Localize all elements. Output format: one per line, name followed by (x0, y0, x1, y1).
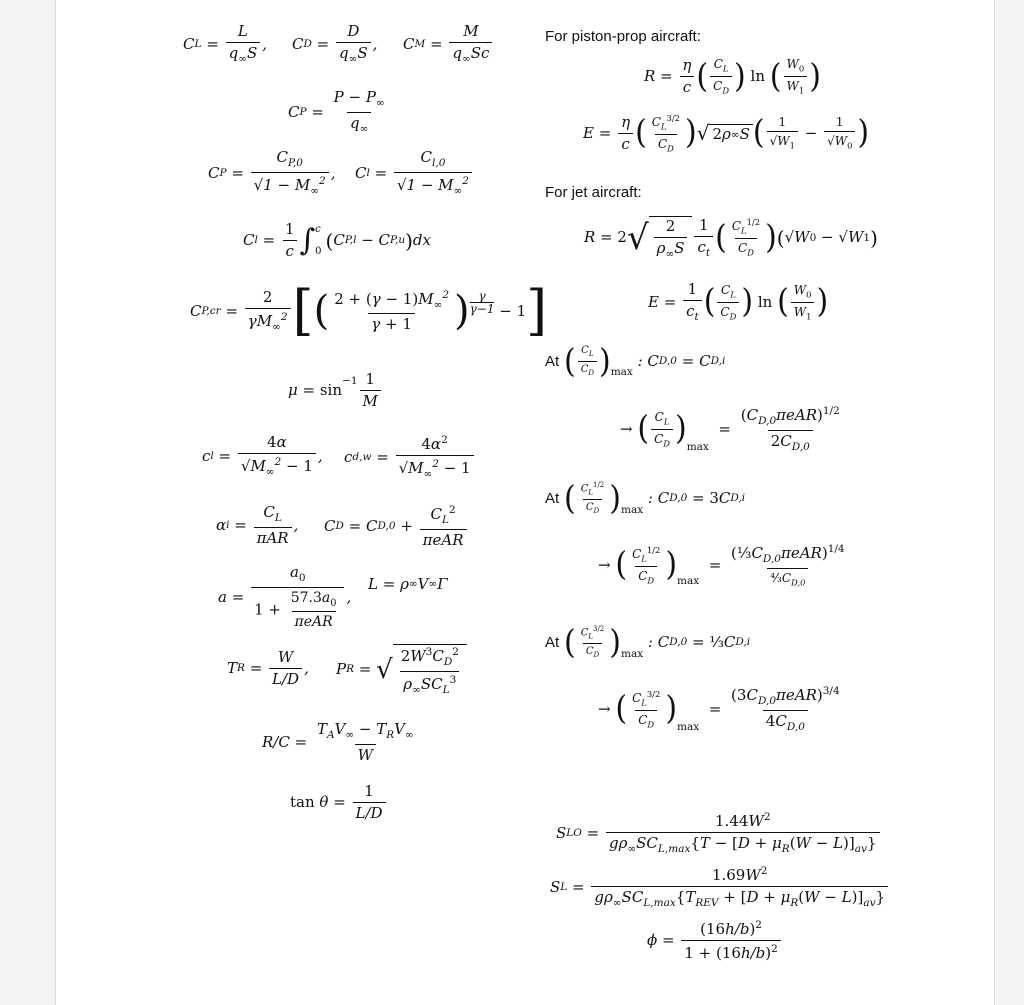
eq-max-cl32-cd-condition: At ( $\frac{C_L^{3/2}}{C_D}$ ) $_{max}$ : C D,0 = ⅓ C D,i (545, 622, 751, 662)
eq-landing-distance: S L = $\frac{1.69W^2}{g\rho_\infty SC_{L,max}\{T_{REV} + [D + \mu_R(W - L)]_{av}\}}$ (550, 866, 890, 909)
eq-glide-angle: tan θ = $\frac{1}{L/D}$ (290, 784, 388, 821)
eq-mach-angle: μ = sin $^{-1}$ $\frac{1}{M}$ (288, 372, 383, 409)
eq-endurance-prop: E = $\frac{\eta}{c}$ ( $\frac{C_L^{3/2}}{C_D}$ ) √ 2 ρ ∞ S ( $\frac{1}{√W_1}$ − $\frac{1}{√W_0}$ ) (583, 112, 870, 154)
eq-max-cl12-cd-value: → ( $\frac{C_L^{1/2}}{C_D}$ ) $_{max}$ = $\frac{(\frac{1}{3}C_{D,0}\pi eAR)^{1/4}}{^4⁄_3C_{D,0}}$ (598, 543, 845, 587)
eq-critical-pressure-coefficient: C P,cr = $\frac{2}{\gamma M_\infty^2}$ [ ( $\frac{2 + (\gamma - 1)M_\infty^2}{\gamma + 1}$ ) γ γ−1 − 1 ] (190, 279, 548, 342)
eq-rate-of-climb: R/C = $\frac{T_AV_\infty - T_RV_\infty}{W}$ (262, 720, 414, 764)
eq-breguet-range-prop: R = $\frac{\eta}{c}$ ( $\frac{C_L}{C_D}$ ) ln ( $\frac{W_0}{W_1}$ ) (644, 56, 821, 96)
eq-max-cl12-cd-condition: At ( $\frac{C_L^{1/2}}{C_D}$ ) $_{max}$ : C D,0 = 3 C D,i (545, 478, 746, 518)
eq-drag-coefficient: C D = $\frac{D}{q_\infty S}$ , (292, 22, 378, 65)
eq-kutta-joukowski: L = ρ ∞ V ∞ Γ (368, 575, 448, 593)
heading-jet: For jet aircraft: (545, 184, 642, 201)
eq-drag-polar: C D = C D,0 + $\frac{C_L^2}{\text{πeAR}}$ (324, 505, 469, 548)
eq-takeoff-distance: S LO = $\frac{1.44W^2}{g\rho_\infty SC_{L,max}\{T - [D + \mu_R(W - L)]_{av}\}}$ (556, 812, 882, 855)
eq-induced-angle: α i = $\frac{C_L}{\text{πAR}}$ , (216, 503, 299, 547)
eq-lift-coefficient: C L = $\frac{L}{q_\infty S}$ , (183, 22, 267, 65)
eq-pressure-coefficient: C P = $\frac{P - P_\infty}{q_\infty}$ (288, 88, 385, 135)
eq-thrust-required: T R = $\frac{W}{L/D}$ , (227, 648, 309, 688)
eq-prandtl-glauert-cl: C l = $\frac{C_{l,0}}{√1 - M_\infty^2}$ (355, 150, 474, 196)
eq-moment-coefficient: C M = $\frac{M}{q_\infty Sc}$ (403, 24, 494, 65)
heading-piston-prop: For piston-prop aircraft: (545, 28, 701, 45)
eq-max-ld-value: → ( $\frac{C_L}{C_D}$ ) $_{max}$ = $\frac{(C_{D,0}\pi eAR)^{1/2}}{2C_{D,0}}$ (620, 405, 840, 453)
eq-power-required: P R = √ $\frac{2W^3C_D^2}{\rho_\infty SC_L^3}$ (336, 644, 467, 695)
eq-max-cl32-cd-value: → ( $\frac{C_L^{3/2}}{C_D}$ ) $_{max}$ = $\frac{(3C_{D,0}\pi eAR)^{3/4}}{4C_{D,0}}$ (598, 685, 840, 733)
eq-supersonic-cl: c l = $\frac{4\alpha}{√M_\infty^2 - 1}$ , (202, 433, 323, 478)
eq-max-ld-condition: At ( $\frac{C_L}{C_D}$ ) $_{max}$ : C $^{D,0}$ = C D,i (545, 341, 726, 381)
eq-prandtl-glauert-cp: C P = $\frac{C_{P,0}}{√1 - M_\infty^2}$ , (208, 148, 336, 197)
eq-endurance-jet: E = $\frac{1}{c_t}$ ( $\frac{C_L}{C_D}$ ) ln ( $\frac{W_0}{W_1}$ ) (648, 280, 829, 323)
eq-finite-wing-lift-slope: a = $a_0$ 1 + $\frac{57.3a_0}{\text{πeAR}}$ , (218, 563, 352, 631)
eq-wave-drag: c d,w = $\frac{4\alpha^2}{√M_\infty^2 - 1}$ (344, 435, 476, 480)
eq-cl-integral: C l = $\frac{1}{c}$ ∫ c 0 ( C P,l − C P,u ) dx (243, 220, 431, 260)
eq-breguet-range-jet: R = 2 √ $\frac{2}{\rho_\infty S}$ $\frac{1}{c_t}$ ( $\frac{C_L^{1/2}}{C_D}$ ) ( √ W 0 − √ W 1 ) (584, 215, 878, 260)
eq-ground-effect: ϕ = $\frac{(16h/b)^2}{1 + (16h/b)^2}$ (647, 920, 783, 961)
